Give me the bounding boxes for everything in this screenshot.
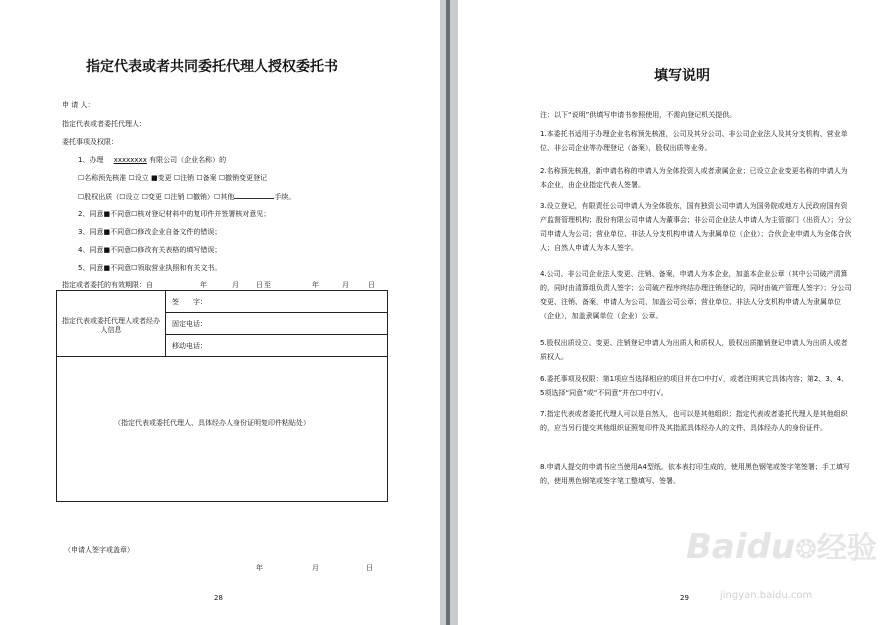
company-name-value: xxxxxxxx <box>113 156 147 164</box>
page-gutter-edge <box>446 0 450 625</box>
matters-label: 委托事项及权限： <box>62 138 118 146</box>
left-page-number: 28 <box>214 594 223 602</box>
validity-month-1: 月 <box>232 281 239 289</box>
validity-day-2: 日 <box>368 281 375 289</box>
validity-month-2: 月 <box>342 281 349 289</box>
item-2: 2、同意■不同意☐核对登记材料中的复印件并签署核对意见； <box>78 210 271 218</box>
table-row-line-1 <box>165 312 387 313</box>
document-title: 指定代表或者共同委托代理人授权委托书 <box>86 59 338 75</box>
validity-to: 至 <box>264 281 271 289</box>
left-page <box>0 0 440 625</box>
item-1-prefix: 1、办理 <box>78 156 104 164</box>
sign-day: 日 <box>366 564 373 572</box>
options-row-2-end: 手续。 <box>274 193 296 201</box>
instructions-title: 填写说明 <box>654 68 710 84</box>
applicant-sign-note: （申请人签字或盖章） <box>64 546 134 554</box>
instruction-1: 1.本委托书适用于办理企业名称预先核准，公司及其分公司、非公司企业法人及其分支机构、营业单位、非公司企业等办理登记（备案），股权出质等业务。 <box>540 130 848 152</box>
validity-year-1: 年 <box>200 281 207 289</box>
instruction-5: 5.股权出质设立、变更、注销登记申请人为出质人和质权人，股权出质撤销登记申请人为出质人或者质权人。 <box>540 339 848 361</box>
item-1 <box>78 156 226 165</box>
item-1-suffix: 有限公司（企业名称）的 <box>149 156 227 164</box>
options-row-2 <box>78 192 295 202</box>
mobile-label: 移动电话： <box>172 342 207 350</box>
sign-label: 签 字： <box>172 298 207 306</box>
table-divider-vertical <box>165 290 166 356</box>
instruction-6: 6.委托事项及权限：第1项应当选择相应的项目并在☐中打√，或者注明其它具体内容；第2、3、4、5项选择“同意”或“不同意”并在☐中打√。 <box>540 375 849 397</box>
watermark-url: jingyan.baidu.com <box>720 590 813 601</box>
watermark-brand: Baidu <box>686 527 796 567</box>
paw-icon: ❂ <box>795 535 817 565</box>
sign-month: 月 <box>312 564 319 572</box>
id-copy-note: （指定代表或委托代理人、具体经办人身份证明复印件粘贴处） <box>114 419 310 427</box>
table-row-line-3 <box>56 356 387 357</box>
table-row-line-2 <box>165 334 387 335</box>
instruction-8: 8.申请人提交的申请书应当使用A4型纸。依本表打印生成的，使用黑色钢笔或签字笔签署；手工填写的，使用黑色钢笔或签字笔工整填写、签署。 <box>540 463 850 485</box>
baidu-watermark-logo <box>686 528 877 569</box>
item-3: 3、同意■不同意☐修改企业自备文件的错误； <box>78 228 222 236</box>
options-row-2-text: ☐股权出质（☐设立 ☐变更 ☐注销 ☐撤销）☐其他 <box>78 193 235 201</box>
right-page <box>458 0 895 625</box>
validity-label: 指定或者委托的有效期限：自 <box>62 281 153 289</box>
instruction-4: 4.公司、非公司企业法人变更、注销、备案，申请人为本企业，加盖本企业公章（其中公司破产清算的，同时由清算组负责人签字；公司破产程序终结办理注销登记的，同时由破产管理人签字）；分公司变更、注销、备案，申请人为公司，加盖公司公章；营业单位、非法人分支机构申请人为隶属单位（企业），加盖隶属单位（企业）公章。 <box>540 270 852 320</box>
applicant-label: 申 请 人： <box>62 101 95 109</box>
item-4: 4、同意■不同意☐修改有关表格的填写错误； <box>78 246 222 254</box>
phone-label: 固定电话： <box>172 320 207 328</box>
validity-day-1: 日 <box>256 281 263 289</box>
page-gutter <box>440 0 458 625</box>
sign-year: 年 <box>256 564 263 572</box>
instruction-2: 2.名称预先核准，新申请名称的申请人为全体投资人或者隶属企业；已设立企业变更名称的申请人为本企业，由企业指定代表人签署。 <box>540 167 848 189</box>
other-blank <box>234 192 274 199</box>
item-5: 5、同意■不同意☐领取营业执照和有关文书。 <box>78 264 222 272</box>
instruction-3: 3.设立登记，有限责任公司申请人为全体股东，国有独资公司申请人为国务院或地方人民政府国有资产监督管理机构；股份有限公司申请人为董事会；非公司企业法人申请人为主管部门（出资人）；分公司申请人为公司；营业单位、非法人分支机构申请人为隶属单位（企业）；合伙企业申请人为全体合伙人；自然人申请人为本人签字。 <box>540 202 852 252</box>
right-page-number: 29 <box>680 594 689 602</box>
instruction-7: 7.指定代表或者委托代理人可以是自然人，也可以是其他组织；指定代表或者委托代理人是其他组织的，应当另行提交其他组织证照复印件及其指派具体经办人的文件、具体经办人的身份证件。 <box>540 410 848 432</box>
agent-label: 指定代表或者委托代理人： <box>62 120 146 128</box>
agent-info-label: 指定代表或委托代理人或者经办人信息 <box>62 317 160 334</box>
options-row-1: ☐名称预先核准 ☐设立 ■变更 ☐注销 ☐备案 ☐撤销变更登记 <box>78 174 268 182</box>
validity-year-2: 年 <box>312 281 319 289</box>
watermark-cn: 经验 <box>816 531 877 566</box>
instructions-note: 注：以下“说明”供填写申请书参照使用，不需向登记机关提供。 <box>540 111 737 119</box>
